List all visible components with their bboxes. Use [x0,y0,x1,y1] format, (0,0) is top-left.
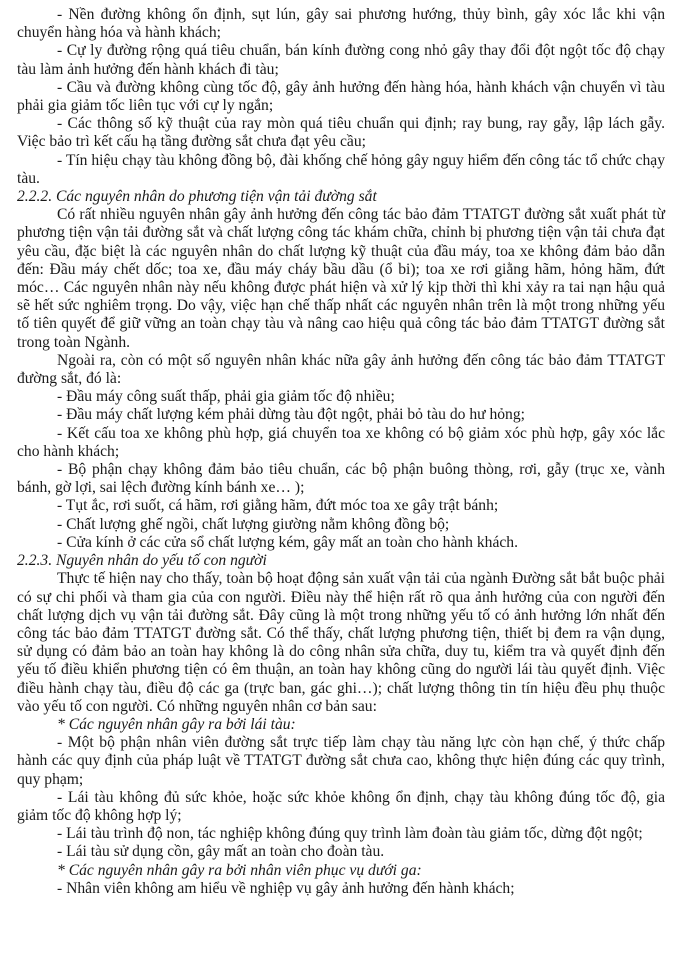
section-heading-2-2-2: 2.2.2. Các nguyên nhân do phương tiện vận tải đường sắt [17,188,377,206]
list-item: - Lái tàu trình độ non, tác nghiệp không đúng quy trình làm đoàn tàu giảm tốc, dừng đột ngột; [57,825,643,843]
paragraph: Thực tế hiện nay cho thấy, toàn bộ hoạt động sản xuất vận tải của ngành Đường sắt bắt buộc phải có sự chi phối và tham gia của con người. Điều này thể hiện rất rõ qua ảnh hưởng của con người đến chất lượng dịch vụ vận tải đường sắt. Đây cũng là một trong những yếu tố có ảnh hưởng lớn nhất đến công tác bảo đảm TTATGT đường sắt. Có thể thấy, chất lượng phương tiện, thiết bị đem ra vận dụng, sử dụng có đảm bảo an toàn hay không là do công nhân sửa chữa, duy tu, kiểm tra và quyết định đến yếu tố điều khiển phương tiện có êm thuận, an toàn hay không cũng do người lái tàu quyết định. Việc điều hành chạy tàu, điều độ các ga (trực ban, gác ghi…); chất lượng thông tin tín hiệu đều phụ thuộc vào yếu tố con người. Có những nguyên nhân cơ bản sau: [17,570,665,715]
paragraph-bullet: - Các thông số kỹ thuật của ray mòn quá tiêu chuẩn qui định; ray bung, ray gẫy, lập lách gẫy. Việc bảo trì kết cấu hạ tầng đường sắt chưa đạt yêu cầu; [17,115,665,151]
list-item: - Tụt ắc, rơi suốt, cá hãm, rơi giằng hãm, đứt móc toa xe gây trật bánh; [57,497,499,515]
section-heading-2-2-3: 2.2.3. Nguyên nhân do yếu tố con người [17,552,267,570]
list-item: - Lái tàu sử dụng cồn, gây mất an toàn cho đoàn tàu. [57,843,385,861]
list-item: - Bộ phận chạy không đảm bảo tiêu chuẩn, các bộ phận buông thòng, rơi, gẫy (trục xe, vành bánh, gờ lợi, sai lệch đường kính bánh xe… ); [17,461,665,497]
subheading-station-staff-causes: * Các nguyên nhân gây ra bởi nhân viên phục vụ dưới ga: [57,861,422,879]
list-item: - Một bộ phận nhân viên đường sắt trực tiếp làm chạy tàu năng lực còn hạn chế, ý thức chấp hành các quy định của pháp luật về TTATGT đường sắt chưa cao, không thực hiện đúng các quy trình, quy phạm; [17,734,665,788]
paragraph-bullet: - Tín hiệu chạy tàu không đồng bộ, đài khống chế hỏng gây nguy hiểm đến công tác tổ chức chạy tàu. [17,151,665,187]
list-item: - Đầu máy chất lượng kém phải dừng tàu đột ngột, phải bỏ tàu do hư hỏng; [57,406,525,424]
paragraph: Ngoài ra, còn có một số nguyên nhân khác nữa gây ảnh hưởng đến công tác bảo đảm TTATGT đường sắt, đó là: [17,351,665,388]
list-item: - Cửa kính ở các cửa sổ chất lượng kém, gây mất an toàn cho hành khách. [57,533,518,551]
paragraph-bullet: - Cầu và đường không cùng tốc độ, gây ảnh hưởng đến hàng hóa, hành khách vận chuyển vì tàu phải gia giảm tốc liên tục với cự ly ngắn; [17,78,665,115]
list-item: - Lái tàu không đủ sức khỏe, hoặc sức khỏe không ổn định, chạy tàu không đúng tốc độ, gia giảm tốc độ không hợp lý; [17,788,665,824]
paragraph-bullet: - Cự ly đường rộng quá tiêu chuẩn, bán kính đường cong nhỏ gây thay đổi đột ngột tốc độ chạy tàu làm ảnh hưởng đến hành khách đi tàu; [17,42,665,78]
paragraph-bullet: - Nền đường không ổn định, sụt lún, gây sai phương hướng, thủy bình, gây xóc lắc khi vận chuyển hàng hóa và hành khách; [17,6,665,42]
list-item: - Kết cấu toa xe không phù hợp, giá chuyển toa xe không có bộ giảm xóc phù hợp, gây xóc lắc cho hành khách; [17,424,665,460]
paragraph: Có rất nhiều nguyên nhân gây ảnh hưởng đến công tác bảo đảm TTATGT đường sắt xuất phát từ phương tiện vận tải đường sắt và chất lượng công tác khám chữa, chỉnh bị phương tiện vận tải chưa đạt yêu cầu, đặc biệt là các nguyên nhân do chất lượng kỹ thuật của đầu máy, toa xe không đảm bảo dẫn đến: Đầu máy chết dốc; toa xe, đầu máy cháy bầu dầu (ổ bi); toa xe rơi giằng hãm, hỏng hãm, đứt móc… Các nguyên nhân này nếu không được phát hiện và xử lý kịp thời thì khi xảy ra tai nạn hậu quả sẽ hết sức nghiêm trọng. Do vậy, việc hạn chế thấp nhất các nguyên nhân trên là một trong những yếu tố tiên quyết để giữ vững an toàn chạy tàu và nâng cao hiệu quả công tác bảo đảm TTATGT đường sắt trong toàn Ngành. [17,206,665,351]
list-item: - Chất lượng ghế ngồi, chất lượng giường nằm không đồng bộ; [57,515,450,533]
subheading-driver-causes: * Các nguyên nhân gây ra bởi lái tàu: [57,715,296,733]
document-page [17,6,665,898]
list-item: - Đầu máy công suất thấp, phải gia giảm tốc độ nhiều; [57,388,395,406]
list-item: - Nhân viên không am hiểu về nghiệp vụ gây ảnh hưởng đến hành khách; [57,879,515,897]
